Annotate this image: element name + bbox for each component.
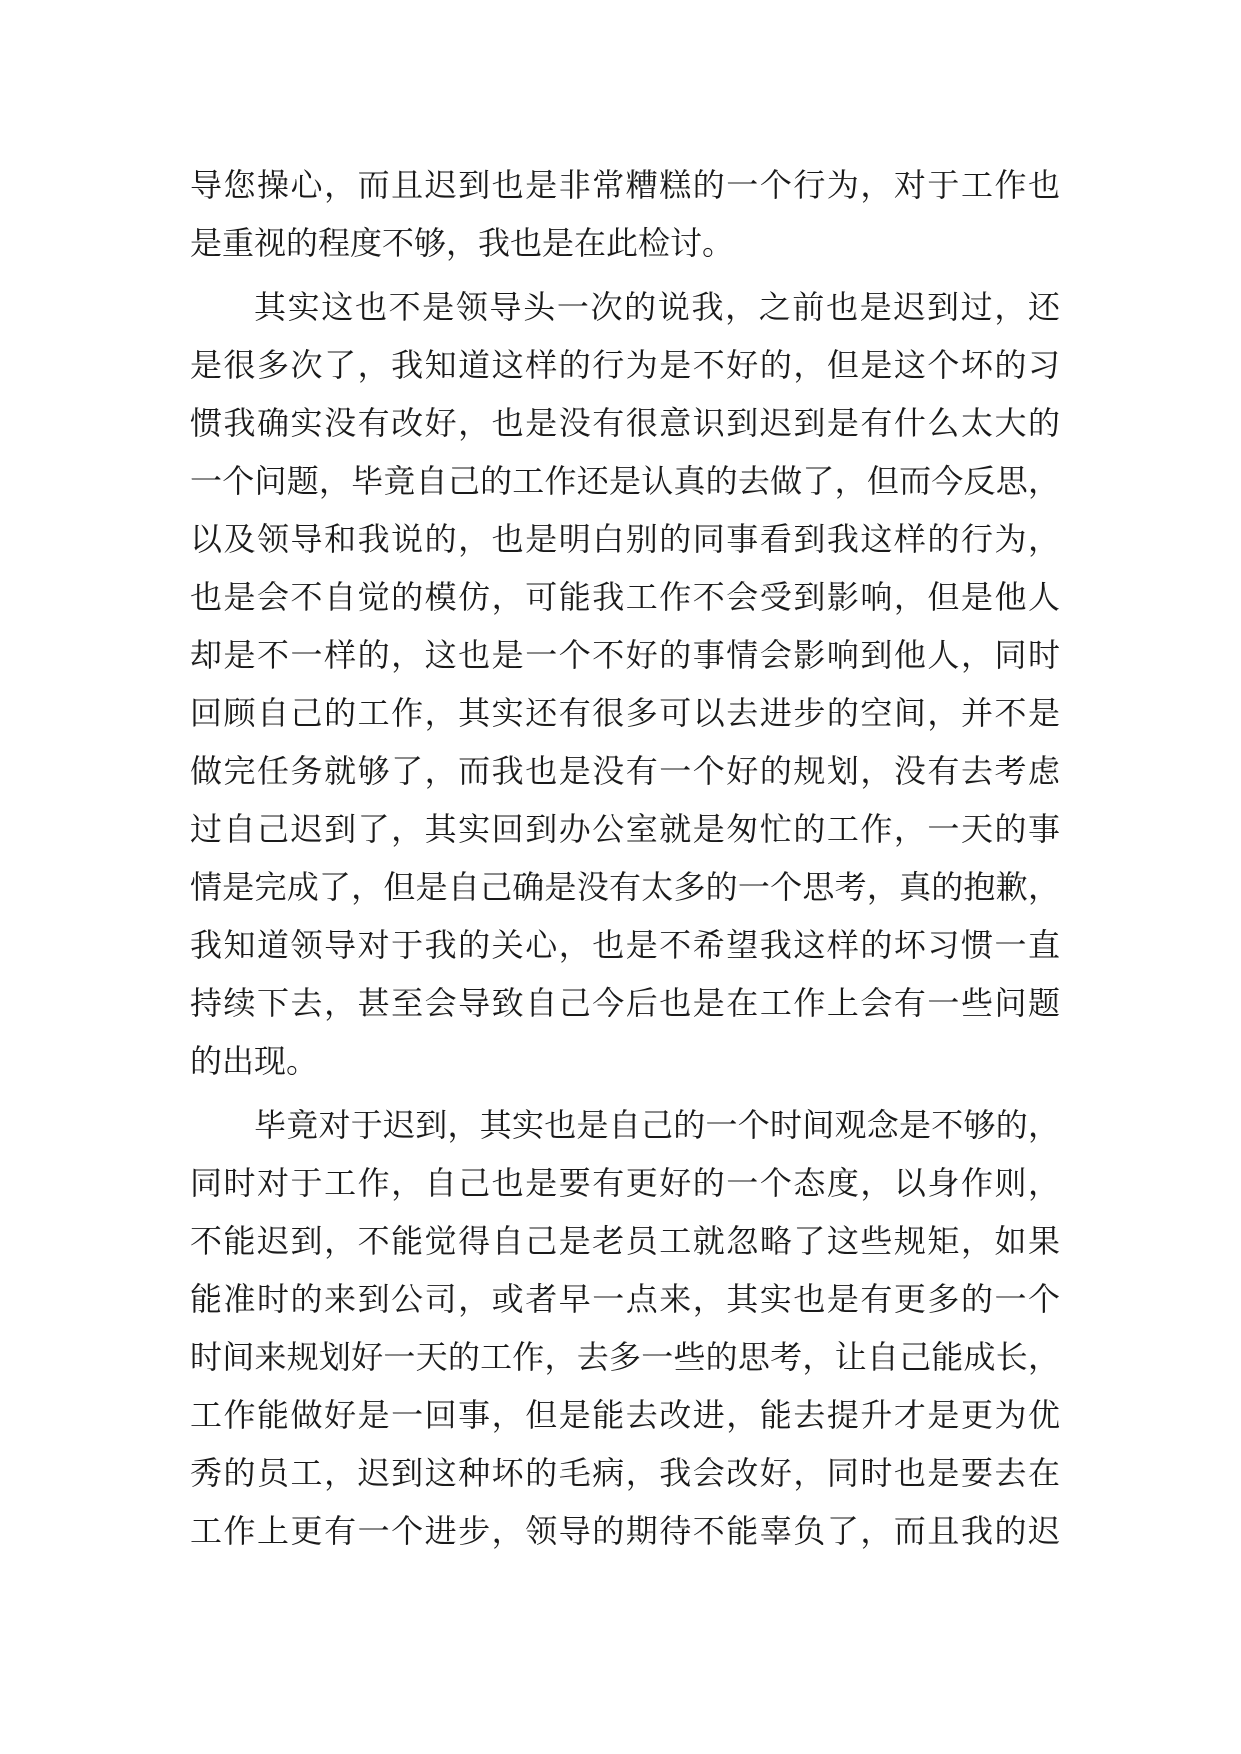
text-line: 时间来规划好一天的工作，去多一些的思考，让自己能成长，: [190, 1338, 1060, 1376]
text-line: 其实这也不是领导头一次的说我，之前也是迟到过，还: [254, 288, 1060, 326]
text-line: 持续下去，甚至会导致自己今后也是在工作上会有一些问题: [190, 984, 1060, 1022]
paragraph-1: [190, 156, 1060, 272]
text-line: 工作能做好是一回事，但是能去改进，能去提升才是更为优: [190, 1396, 1060, 1434]
text-line: 惯我确实没有改好，也是没有很意识到迟到是有什么太大的: [190, 404, 1060, 442]
text-line: 秀的员工，迟到这种坏的毛病，我会改好，同时也是要去在: [190, 1454, 1060, 1492]
text-line: 也是会不自觉的模仿，可能我工作不会受到影响，但是他人: [190, 578, 1060, 616]
text-line: 情是完成了，但是自己确是没有太多的一个思考，真的抱歉，: [190, 868, 1060, 906]
text-line: 以及领导和我说的，也是明白别的同事看到我这样的行为，: [190, 520, 1060, 558]
text-line: 是很多次了，我知道这样的行为是不好的，但是这个坏的习: [190, 346, 1060, 384]
text-line: 过自己迟到了，其实回到办公室就是匆忙的工作，一天的事: [190, 810, 1060, 848]
text-line: 工作上更有一个进步，领导的期待不能辜负了，而且我的迟: [190, 1512, 1060, 1550]
text-line: 一个问题，毕竟自己的工作还是认真的去做了，但而今反思，: [190, 462, 1060, 500]
text-line: 能准时的来到公司，或者早一点来，其实也是有更多的一个: [190, 1280, 1060, 1318]
text-line: 做完任务就够了，而我也是没有一个好的规划，没有去考虑: [190, 752, 1060, 790]
text-line: 回顾自己的工作，其实还有很多可以去进步的空间，并不是: [190, 694, 1060, 732]
paragraph-2: [190, 278, 1060, 1090]
document-body: [190, 156, 1060, 1560]
text-line: 不能迟到，不能觉得自己是老员工就忽略了这些规矩，如果: [190, 1222, 1060, 1260]
text-line: 毕竟对于迟到，其实也是自己的一个时间观念是不够的，: [254, 1106, 1060, 1144]
text-line: 是重视的程度不够，我也是在此检讨。: [190, 224, 735, 262]
text-line: 却是不一样的，这也是一个不好的事情会影响到他人，同时: [190, 636, 1060, 674]
text-line: 的出现。: [190, 1042, 319, 1080]
paragraph-3: [190, 1096, 1060, 1560]
text-line: 我知道领导对于我的关心，也是不希望我这样的坏习惯一直: [190, 926, 1060, 964]
text-line: 导您操心，而且迟到也是非常糟糕的一个行为，对于工作也: [190, 166, 1060, 204]
text-line: 同时对于工作，自己也是要有更好的一个态度，以身作则，: [190, 1164, 1060, 1202]
